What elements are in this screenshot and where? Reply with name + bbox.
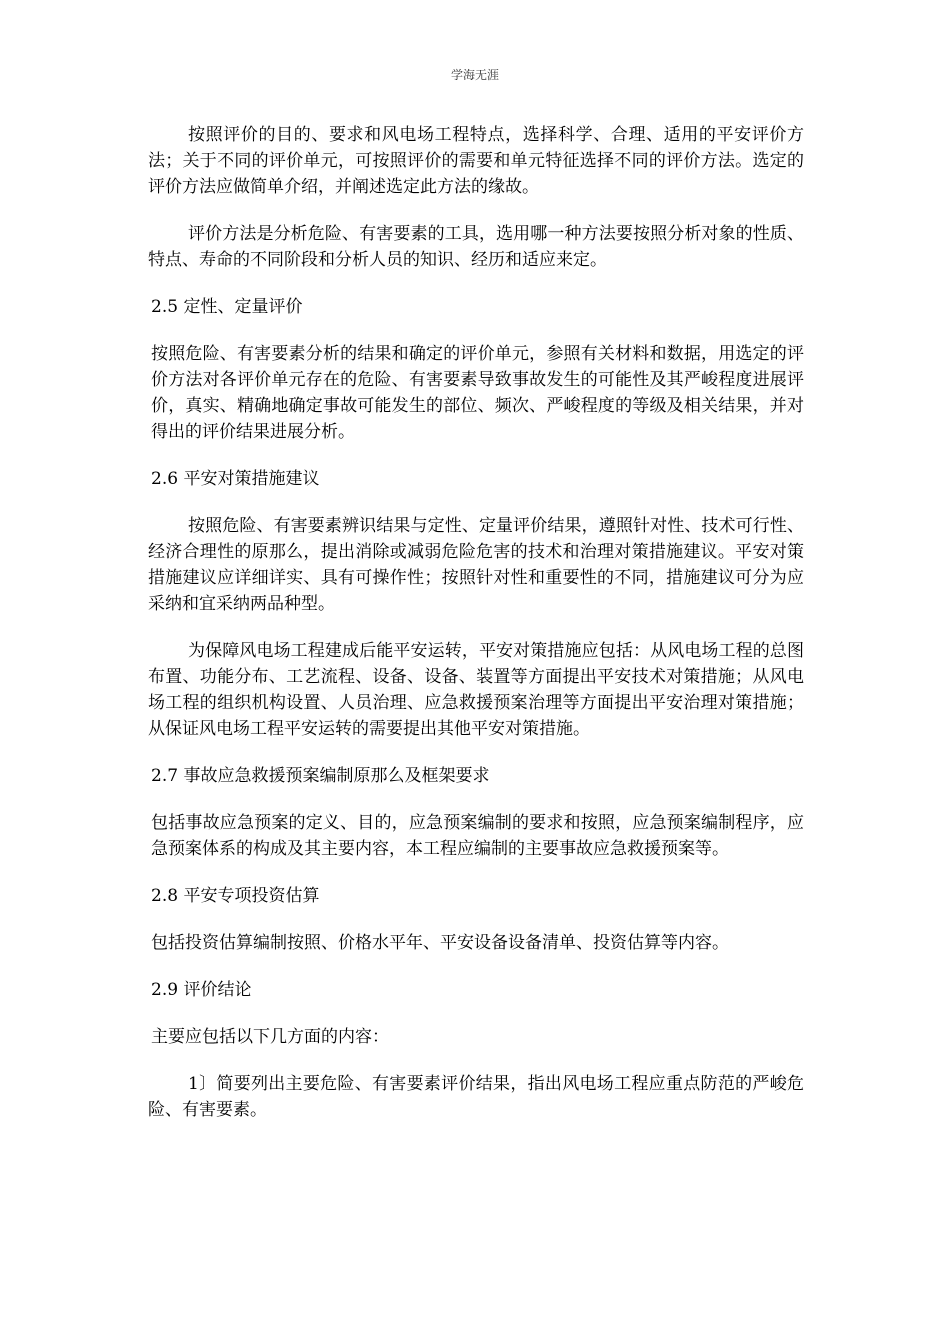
paragraph-method-selection: 按照评价的目的、要求和风电场工程特点，选择科学、合理、适用的平安评价方法；关于不同的评价单元，可按照评价的需要和单元特征选择不同的评价方法。选定的评价方法应做简单介绍，并阐述选定此方法的缘故。 bbox=[148, 125, 804, 197]
paragraph-qualitative-evaluation: 按照危险、有害要素分析的结果和确定的评价单元，参照有关材料和数据，用选定的评价方法对各评价单元存在的危险、有害要素导致事故发生的可能性及其严峻程度进展评价，真实、精确地确定事故可能发生的部位、频次、严峻程度的等级及相关结果，并对得出的评价结果进展分析。 bbox=[151, 344, 804, 442]
document-body bbox=[148, 122, 804, 1144]
section-heading-2-5: 2.5 定性、定量评价 bbox=[151, 297, 303, 317]
list-item-conclusion-1: 1〕简要列出主要危险、有害要素评价结果，指出风电场工程应重点防范的严峻危险、有害要素。 bbox=[148, 1074, 804, 1120]
section-heading-2-9: 2.9 评价结论 bbox=[151, 980, 252, 1000]
paragraph-investment-estimate: 包括投资估算编制按照、价格水平年、平安设备设备清单、投资估算等内容。 bbox=[151, 933, 729, 953]
paragraph-method-tool: 评价方法是分析危险、有害要素的工具，选用哪一种方法要按照分析对象的性质、特点、寿命的不同阶段和分析人员的知识、经历和适应来定。 bbox=[148, 224, 804, 270]
paragraph-safety-measures: 按照危险、有害要素辨识结果与定性、定量评价结果，遵照针对性、技术可行性、经济合理性的原那么，提出消除或减弱危险危害的技术和治理对策措施建议。平安对策措施建议应详细详实、具有可操作性；按照针对性和重要性的不同，措施建议可分为应采纳和宜采纳两品种型。 bbox=[148, 516, 804, 614]
paragraph-emergency-plan: 包括事故应急预案的定义、目的，应急预案编制的要求和按照，应急预案编制程序，应急预案体系的构成及其主要内容，本工程应编制的主要事故应急救援预案等。 bbox=[151, 813, 804, 859]
paragraph-conclusion-intro: 主要应包括以下几方面的内容： bbox=[151, 1027, 389, 1047]
paragraph-safety-measures-contents: 为保障风电场工程建成后能平安运转，平安对策措施应包括：从风电场工程的总图布置、功能分布、工艺流程、设备、设备、装置等方面提出平安技术对策措施；从风电场工程的组织机构设置、人员治理、应急救援预案治理等方面提出平安治理对策措施；从保证风电场工程平安运转的需要提出其他平安对策措施。 bbox=[148, 641, 804, 739]
page-header: 学海无涯 bbox=[450, 68, 499, 82]
section-heading-2-6: 2.6 平安对策措施建议 bbox=[151, 469, 320, 489]
section-heading-2-8: 2.8 平安专项投资估算 bbox=[151, 886, 320, 906]
section-heading-2-7: 2.7 事故应急救援预案编制原那么及框架要求 bbox=[151, 766, 490, 786]
